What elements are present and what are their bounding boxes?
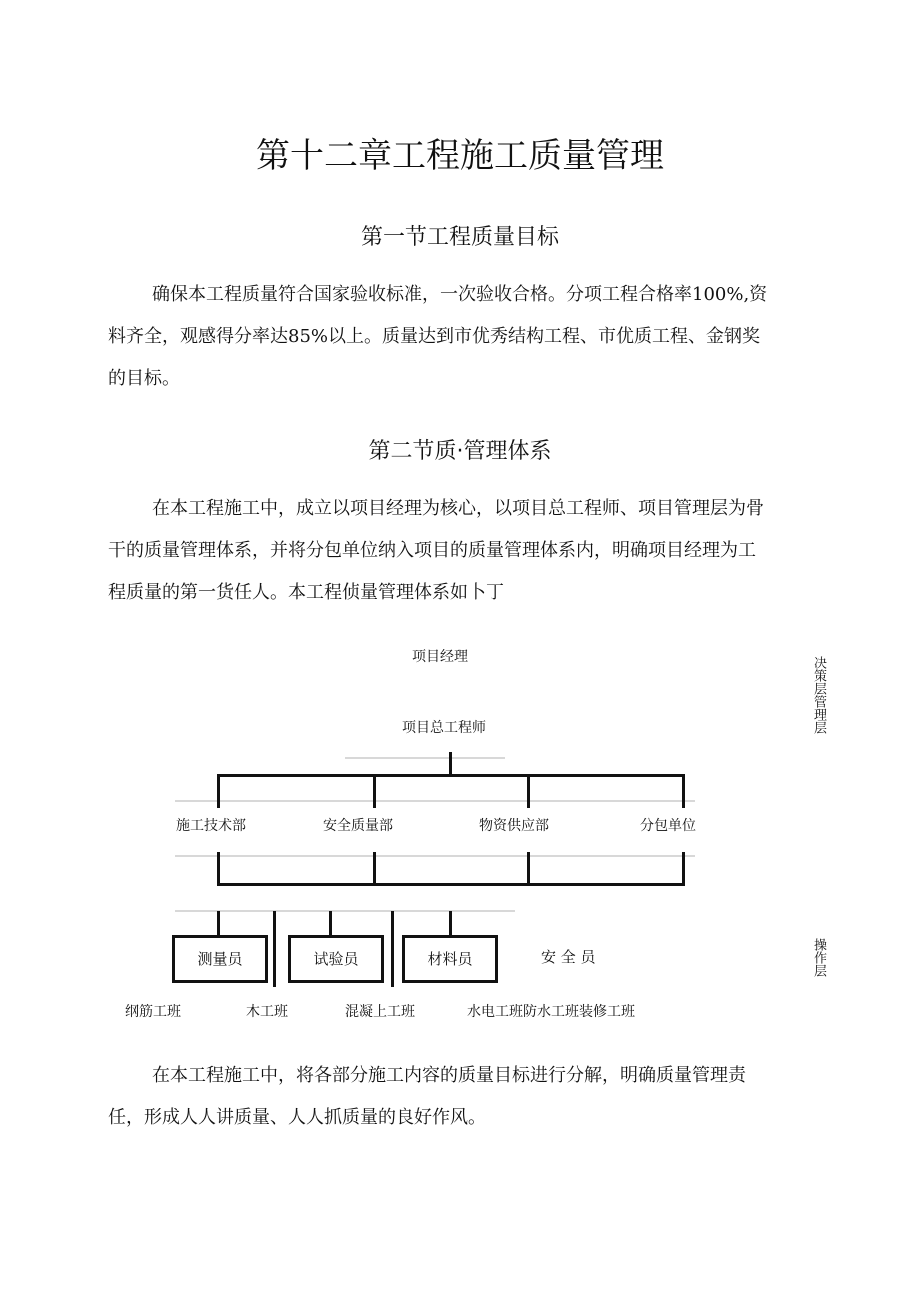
scan-artifact	[345, 757, 505, 759]
team-mep-waterproof-finishing: 水电工班防水工班装修工班	[467, 1004, 635, 1020]
dept-subcontractor: 分包单位	[640, 818, 696, 834]
section1-heading: 第一节工程质量目标	[360, 225, 559, 250]
connector-line	[527, 852, 530, 886]
paragraph-line: 干的质量管理体系，并将分包单位纳入项目的质量管理体系内，明确项目经理为工	[108, 540, 756, 561]
connector-line	[373, 852, 376, 886]
staff-box-tester: 试验员	[288, 935, 384, 983]
connector-line	[217, 774, 685, 777]
connector-line	[217, 883, 685, 886]
connector-line	[217, 911, 220, 935]
section2-paragraph	[108, 488, 832, 614]
connector-line	[217, 774, 220, 808]
paragraph-line: 在本工程施工中，将各部分施工内容的质量目标进行分解，明确质量管理责	[152, 1065, 746, 1086]
paragraph-line: 程质量的第一货任人。本工程侦量管理体系如卜丁	[108, 582, 504, 603]
section2-heading: 第二节质·管理体系	[368, 439, 552, 464]
staff-safety-officer: 安 全 员	[541, 948, 596, 966]
dept-materials-supply: 物资供应部	[479, 818, 549, 834]
team-carpentry: 木工班	[246, 1004, 288, 1020]
staff-box-materials: 材料员	[402, 935, 498, 983]
dept-construction-tech: 施工技术部	[176, 818, 246, 834]
paragraph-line: 任，形成人人讲质量、人人抓质量的良好作风。	[108, 1107, 486, 1128]
dept-safety-quality: 安全质量部	[323, 818, 393, 834]
team-rebar: 纲筋工班	[125, 1004, 181, 1020]
scan-artifact	[175, 855, 695, 857]
paragraph-line: 确保本工程质量符合国家验收标准，一次验收合格。分项工程合格率100%,资	[152, 284, 768, 305]
staff-box-surveyor: 测量员	[172, 935, 268, 983]
layer-label-decision: 决策层管理层	[811, 656, 826, 734]
paragraph-line: 在本工程施工中，成立以项目经理为核心，以项目总工程师、项目管理层为骨	[152, 498, 764, 519]
connector-line	[682, 852, 685, 886]
separator-line	[391, 911, 394, 987]
connector-line	[682, 774, 685, 808]
connector-line	[527, 774, 530, 808]
closing-paragraph	[108, 1055, 832, 1139]
chapter-title: 第十二章工程施工质量管理	[256, 136, 664, 176]
connector-line	[329, 911, 332, 935]
layer-label-operation: 操作层	[811, 938, 826, 977]
org-chief-engineer: 项目总工程师	[402, 720, 486, 736]
section1-paragraph	[108, 274, 832, 400]
connector-line	[373, 774, 376, 808]
team-concrete: 混凝上工班	[345, 1004, 415, 1020]
org-top-project-manager: 项目经理	[412, 649, 468, 665]
separator-line	[273, 911, 276, 987]
connector-line	[449, 911, 452, 935]
paragraph-line: 料齐全，观感得分率达85%以上。质量达到市优秀结构工程、市优质工程、金钢奖	[108, 326, 761, 347]
paragraph-line: 的目标。	[108, 368, 180, 389]
connector-line	[217, 852, 220, 886]
scan-artifact	[175, 800, 695, 802]
connector-line	[449, 752, 452, 776]
scan-artifact	[175, 910, 515, 912]
